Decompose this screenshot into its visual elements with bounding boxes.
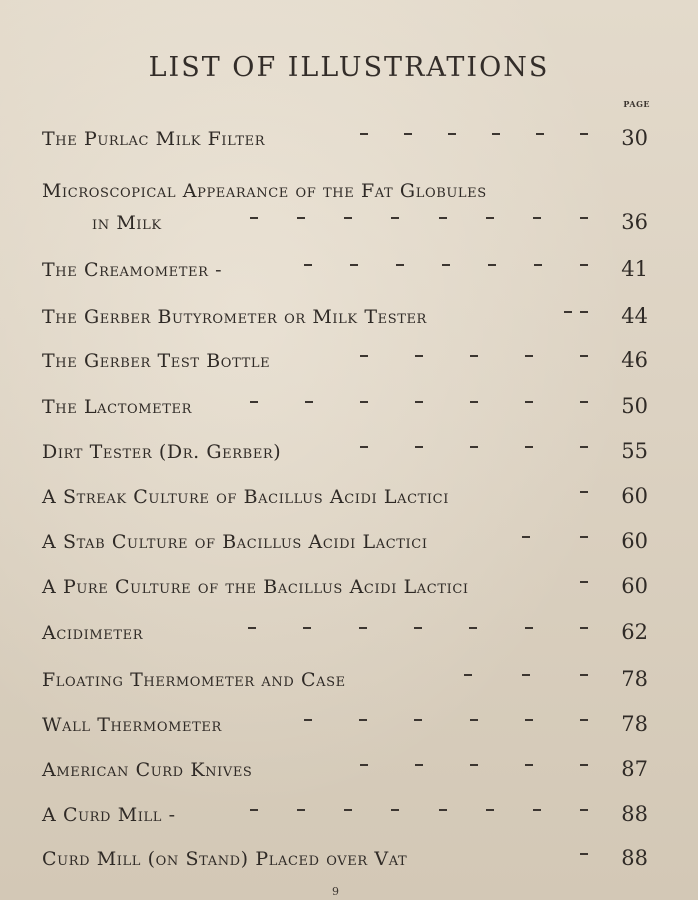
leader-dash [470, 355, 478, 357]
entry-page-number: 50 [621, 394, 648, 418]
entry-page-number: 36 [621, 210, 648, 234]
leader-dash [580, 401, 588, 403]
leader-dash [580, 853, 588, 855]
leader-dash [391, 217, 399, 219]
leader-dash [486, 217, 494, 219]
list-item [42, 570, 648, 600]
entry-title: A Curd Mill - [42, 804, 176, 826]
leader-dash [525, 355, 533, 357]
leader-dash [360, 355, 368, 357]
list-item [42, 253, 648, 283]
list-item [42, 708, 648, 738]
entry-page-number: 87 [621, 757, 648, 781]
leader-dash [580, 581, 588, 583]
entry-page-number: 88 [621, 802, 648, 826]
leader-dash [360, 133, 368, 135]
leader-dash [350, 264, 358, 266]
list-item [42, 435, 648, 465]
leader-dash [488, 264, 496, 266]
dot-leaders [464, 665, 588, 685]
leader-dash [464, 674, 472, 676]
dot-leaders [304, 710, 588, 730]
leader-dash [415, 764, 423, 766]
entry-page-number: 62 [621, 620, 648, 644]
leader-dash [470, 446, 478, 448]
list-item [42, 798, 648, 828]
entry-title: American Curd Knives [42, 759, 253, 781]
entry-title: The Lactometer [42, 396, 192, 418]
leader-dash [404, 133, 412, 135]
leader-dash [580, 355, 588, 357]
list-item [42, 390, 648, 420]
leader-dash [580, 809, 588, 811]
leader-dash [297, 217, 305, 219]
entry-title: Curd Mill (on Stand) Placed over Vat [42, 848, 408, 870]
entry-title-line-1: Microscopical Appearance of the Fat Globules [42, 180, 487, 202]
entry-page-number: 46 [621, 348, 648, 372]
leader-dash [250, 217, 258, 219]
dot-leaders [572, 844, 588, 864]
leader-dash [580, 627, 588, 629]
leader-dash [533, 217, 541, 219]
leader-dash [414, 719, 422, 721]
leader-dash [470, 401, 478, 403]
leader-dash [580, 719, 588, 721]
leader-dash [360, 764, 368, 766]
entry-page-number: 78 [621, 712, 648, 736]
page-title: LIST OF ILLUSTRATIONS [148, 52, 550, 83]
leader-dash [580, 536, 588, 538]
leader-dash [525, 446, 533, 448]
list-item [42, 525, 648, 555]
dot-leaders [572, 572, 588, 592]
list-item [42, 480, 648, 510]
leader-dash [580, 217, 588, 219]
entry-title: The Gerber Test Bottle [42, 350, 271, 372]
leader-dash [580, 674, 588, 676]
dot-leaders [360, 755, 588, 775]
list-item [42, 663, 648, 693]
list-item [42, 344, 648, 374]
dot-leaders [360, 437, 588, 457]
entry-page-number: 60 [621, 529, 648, 553]
dot-leaders [248, 618, 588, 638]
dot-leaders [522, 527, 588, 547]
dot-leaders [250, 392, 588, 412]
page-folio: 9 [332, 885, 339, 898]
leader-dash [303, 627, 311, 629]
entry-page-number: 88 [621, 846, 648, 870]
entry-page-number: 55 [621, 439, 648, 463]
leader-dash [414, 627, 422, 629]
list-item [42, 180, 648, 236]
entry-page-number: 60 [621, 484, 648, 508]
leader-dash [580, 491, 588, 493]
leader-dash [470, 764, 478, 766]
leader-dash [360, 446, 368, 448]
entry-title: The Gerber Butyrometer or Milk Tester [42, 306, 427, 328]
leader-dash [250, 401, 258, 403]
leader-dash [564, 311, 572, 313]
entry-page-number: 60 [621, 574, 648, 598]
leader-dash [533, 809, 541, 811]
leader-dash [525, 719, 533, 721]
leader-dash [360, 401, 368, 403]
leader-dash [525, 764, 533, 766]
entry-title-line-2: in Milk [92, 212, 162, 234]
leader-dash [391, 809, 399, 811]
leader-dash [305, 401, 313, 403]
entry-title: Acidimeter [42, 622, 144, 644]
leader-dash [442, 264, 450, 266]
leader-dash [522, 536, 530, 538]
leader-dash [522, 674, 530, 676]
dot-leaders [572, 482, 588, 502]
list-item [42, 300, 648, 330]
leader-dash [439, 217, 447, 219]
leader-dash [304, 264, 312, 266]
leader-dash [486, 809, 494, 811]
dot-leaders [250, 208, 588, 228]
leader-dash [297, 809, 305, 811]
leader-dash [492, 133, 500, 135]
entry-page-number: 78 [621, 667, 648, 691]
entry-page-number: 44 [621, 304, 648, 328]
leader-dash [396, 264, 404, 266]
list-item [42, 122, 648, 152]
dot-leaders [564, 302, 588, 322]
leader-dash [248, 627, 256, 629]
leader-dash [344, 217, 352, 219]
leader-dash [359, 719, 367, 721]
leader-dash [580, 764, 588, 766]
leader-dash [304, 719, 312, 721]
leader-dash [525, 401, 533, 403]
entry-title: A Stab Culture of Bacillus Acidi Lactici [42, 531, 428, 553]
entry-title: The Purlac Milk Filter [42, 128, 266, 150]
list-item [42, 842, 648, 872]
leader-dash [536, 133, 544, 135]
leader-dash [469, 627, 477, 629]
entry-title: A Pure Culture of the Bacillus Acidi Lactici [42, 576, 469, 598]
leader-dash [439, 809, 447, 811]
dot-leaders [360, 124, 588, 144]
leader-dash [534, 264, 542, 266]
entry-page-number: 30 [621, 126, 648, 150]
leader-dash [415, 355, 423, 357]
entry-title: Floating Thermometer and Case [42, 669, 346, 691]
leader-dash [580, 311, 588, 313]
leader-dash [415, 446, 423, 448]
entry-title: Dirt Tester (Dr. Gerber) [42, 441, 282, 463]
leader-dash [359, 627, 367, 629]
entry-page-number: 41 [621, 257, 648, 281]
list-item [42, 616, 648, 646]
leader-dash [580, 133, 588, 135]
leader-dash [344, 809, 352, 811]
entry-title: Wall Thermometer [42, 714, 222, 736]
leader-dash [580, 264, 588, 266]
leader-dash [250, 809, 258, 811]
dot-leaders [360, 346, 588, 366]
leader-dash [580, 446, 588, 448]
leader-dash [448, 133, 456, 135]
dot-leaders [304, 255, 588, 275]
list-item [42, 753, 648, 783]
dot-leaders [250, 800, 588, 820]
page-column-label: PAGE [623, 99, 650, 109]
leader-dash [415, 401, 423, 403]
entry-title: The Creamometer - [42, 259, 223, 281]
entry-title: A Streak Culture of Bacillus Acidi Lactici [42, 486, 449, 508]
leader-dash [525, 627, 533, 629]
leader-dash [470, 719, 478, 721]
